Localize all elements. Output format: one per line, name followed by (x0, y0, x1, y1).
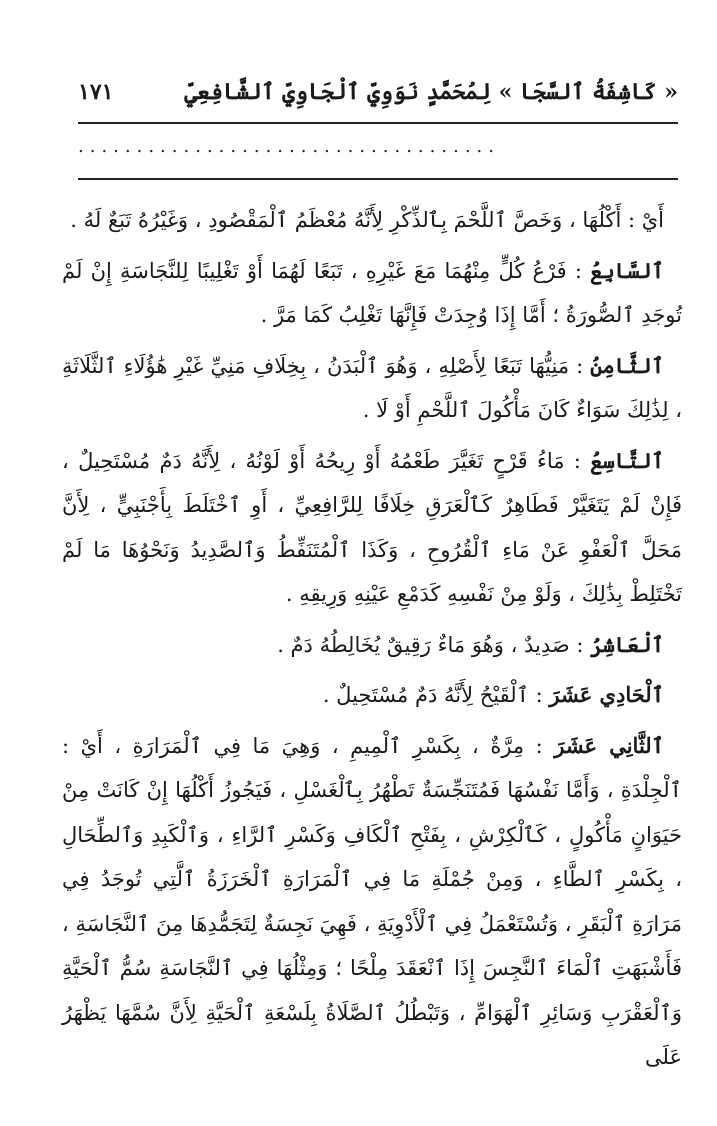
separator-rule (78, 178, 678, 180)
paragraph (62, 344, 682, 433)
paragraph-term: ٱلتَّاسِعُ (590, 447, 664, 473)
running-header (78, 72, 678, 112)
paragraph (62, 724, 682, 1080)
paragraph-term: ٱلْحَادِي عَشَرَ (549, 682, 664, 707)
paragraph-term: ٱلسَّابِعُ (590, 257, 664, 283)
paragraph-text: أَيْ : أَكْلُهَا ، وَخَصَّ ٱللَّحْمَ بِٱلذِّكْرِ لِأَنَّهُ مُعْظَمُ ٱلْمَقْصُودِ ، وَغَيْرُهُ تَبَعٌ لَهُ . (70, 208, 664, 232)
paragraph (62, 439, 682, 617)
paragraph (62, 673, 682, 718)
paragraph-text: : مَاءُ قَرْحٍ تَغَيَّرَ طَعْمُهُ أَوْ رِيحُهُ أَوْ لَوْنُهُ ، لِأَنَّهُ دَمٌ مُسْتَحِيلٌ ، فَإِنْ لَمْ يَتَغَيَّرْ فَطَاهِرٌ كَٱلْعَرَقِ خِلَافًا لِلرَّافِعِيِّ ، أَوِ ٱخْتَلَطَ بِأَجْنَبِيٍّ ، لِأَنَّ مَحَلَّ ٱلْعَفْوِ عَنْ مَاءِ ٱلْقُرُوحِ ، وَكَذَا ٱلْمُتَنَفِّطُ وَٱلصَّدِيدُ وَنَحْوُهَا مَا لَمْ تَخْتَلِطْ بِذَٰلِكَ ، وَلَوْ مِنْ نَفْسِهِ كَدَمْعِ عَيْنِهِ وَرِيقِهِ . (62, 448, 682, 606)
header-rule (78, 122, 678, 124)
page-number: ١٧١ (78, 79, 114, 105)
paragraph-text: : صَدِيدٌ ، وَهُوَ مَاءٌ رَقِيقٌ يُخَالِطُهُ دَمٌ . (277, 632, 591, 657)
paragraph-term: ٱلْعَاشِرُ (590, 631, 664, 657)
paragraph-text: : مَنِيُّهَا تَبَعًا لِأَصْلِهِ ، وَهُوَ ٱلْبَدَنُ ، بِخِلَافِ مَنِيِّ غَيْرِ هَٰؤُلَاءِ ٱلثَّلَاثَةِ ، لِذَٰلِكَ سَوَاءٌ كَانَ مَأْكُولَ ٱللَّحْمِ أَوْ لَا . (62, 353, 682, 422)
paragraph-term: ٱلثَّانِي عَشَرَ (554, 732, 665, 758)
ellipsis-line: .................................... (78, 136, 500, 157)
book-title: « كَاشِفَةُ ٱلسَّجَا » لِمُحَمَّدٍ نَوَوِيِّ ٱلْجَاوِيِّ ٱلشَّافِعِيِّ (184, 79, 678, 105)
paragraph (62, 249, 682, 338)
paragraph (62, 623, 682, 668)
page-body (62, 198, 682, 1108)
paragraph-term: ٱلثَّامِنُ (590, 352, 664, 378)
paragraph-text: : ٱلْقَيْحُ لِأَنَّهُ دَمٌ مُسْتَحِيلٌ . (322, 683, 550, 707)
paragraph-text: : مِرَّةٌ ، بِكَسْرِ ٱلْمِيمِ ، وَهِيَ مَا فِي ٱلْمَرَارَةِ ، أَيْ : ٱلْجِلْدَةِ ، وَأَمَّا نَفْسُهَا فَمُتَنَجِّسَةٌ تَطْهُرُ بِٱلْغَسْلِ ، فَيَجُوزُ أَكْلُهَا إِنْ كَانَتْ مِنْ حَيَوَانٍ مَأْكُولٍ ، كَٱلْكِرْشِ ، بِفَتْحِ ٱلْكَافِ وَكَسْرِ ٱلرَّاءِ ، وَٱلْكَبِدِ وَٱلطِّحَالِ ، بِكَسْرِ ٱلطَّاءِ ، وَمِنْ جُمْلَةِ مَا فِي ٱلْمَرَارَةِ ٱلْخَرَزَةُ ٱلَّتِي تُوجَدُ فِي مَرَارَةِ ٱلْبَقَرِ ، وَتُسْتَعْمَلُ فِي ٱلْأَدْوِيَةِ ، فَهِيَ نَجِسَةٌ لِتَجَمُّدِهَا مِنَ ٱلنَّجَاسَةِ ، فَأَشْبَهَتِ ٱلْمَاءَ ٱلنَّجِسَ إِذَا ٱنْعَقَدَ مِلْحًا ؛ وَمِثْلُهَا فِي ٱلنَّجَاسَةِ سُمُّ ٱلْحَيَّةِ وَٱلْعَقْرَبِ وَسَائِرِ ٱلْهَوَامِّ ، وَتَبْطُلُ ٱلصَّلَاةُ بِلَسْعَةِ ٱلْحَيَّةِ لِأَنَّ سُمَّهَا يَظْهَرُ عَلَى (62, 733, 682, 1069)
paragraph (62, 198, 682, 243)
paragraph-text: : فَرْعُ كُلٍّ مِنْهُمَا مَعَ غَيْرِهِ ، تَبَعًا لَهُمَا أَوْ تَغْلِيبًا لِلنَّجَاسَةِ إِنْ لَمْ تُوجَدِ ٱلصُّورَةُ ؛ أَمَّا إِذَا وُجِدَتْ فَإِنَّهَا تَغْلِبُ كَمَا مَرَّ . (62, 258, 682, 327)
